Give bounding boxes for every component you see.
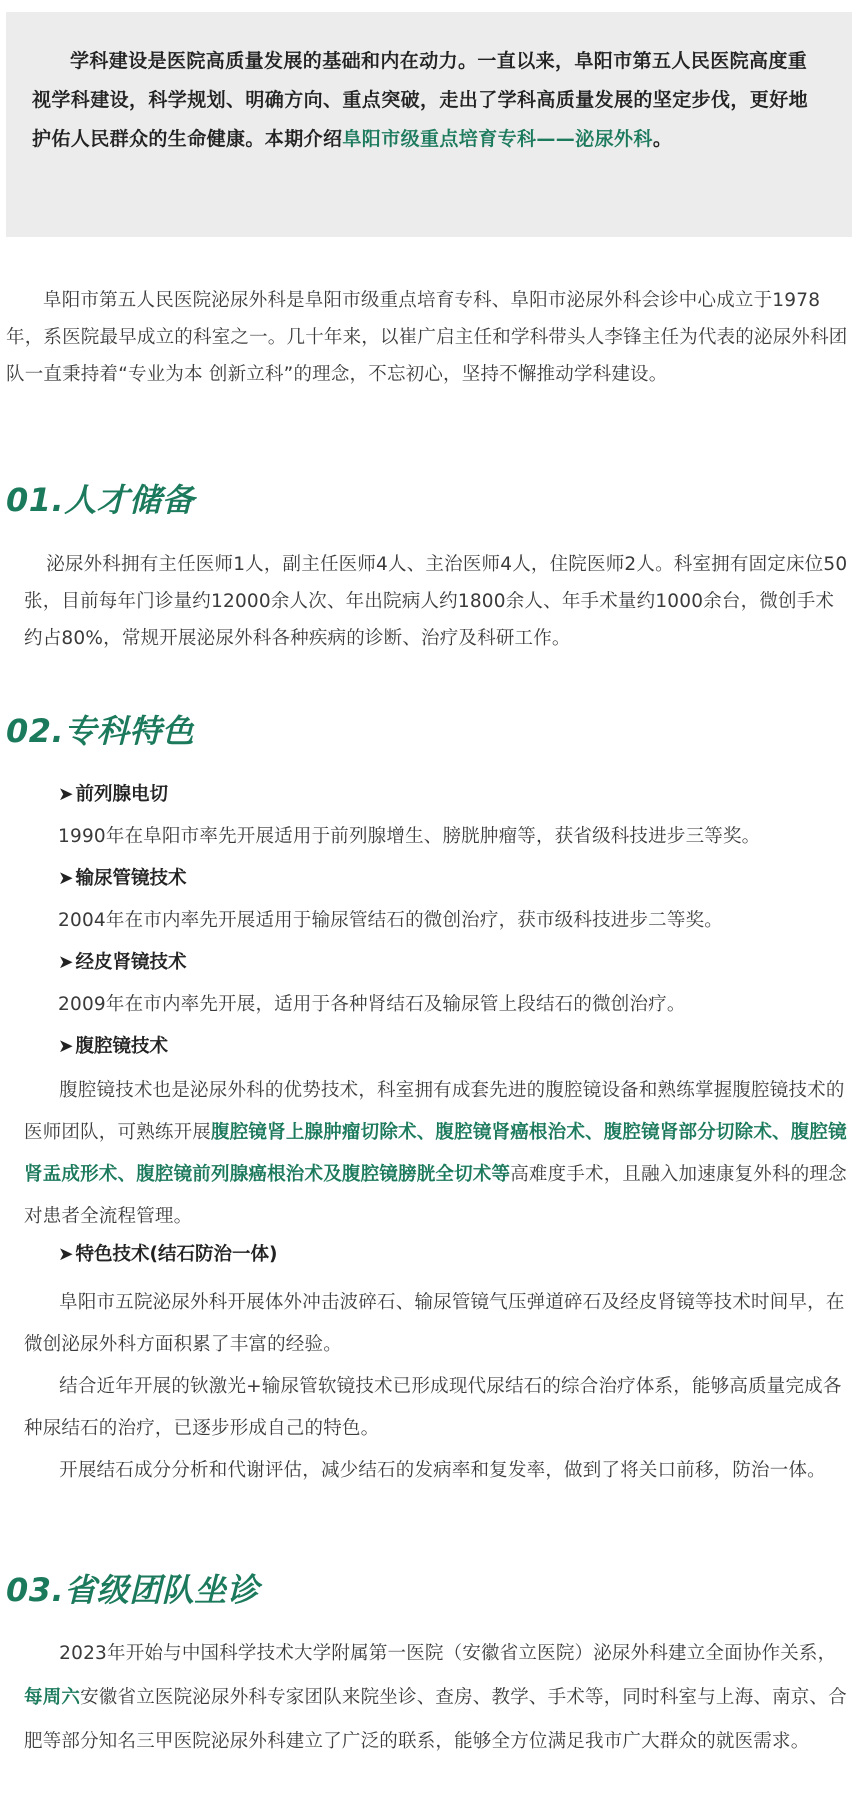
- intro-highlight: 阜阳市级重点培育专科——泌尿外科: [342, 128, 653, 150]
- feature-title-text: 前列腺电切: [75, 784, 169, 805]
- stone-paragraph-1: 阜阳市五院泌尿外科开展体外冲击波碎石、输尿管镜气压弹道碎石及经皮肾镜等技术时间早，在微创泌尿外科方面积累了丰富的经验。: [24, 1292, 845, 1355]
- feature-title-text: 输尿管镜技术: [75, 868, 187, 889]
- feature-title-nephroscope: [58, 944, 187, 981]
- arrow-icon: ➤: [58, 784, 74, 805]
- intro-text: [32, 42, 824, 159]
- laparoscope-desc-end: 高难度手术，且融入加速康复外科的理念对患者全流程管理。: [24, 1164, 847, 1227]
- feature-desc-nephroscope: 2009年在市内率先开展，适用于各种肾结石及输尿管上段结石的微创治疗。: [58, 994, 686, 1015]
- heading-team: 03.省级团队坐诊: [6, 1571, 260, 1609]
- feature-title-ureteroscope: [58, 860, 187, 897]
- feature-desc-laparoscope: [24, 1070, 852, 1238]
- team-text-end: 安徽省立医院泌尿外科专家团队来院坐诊、查房、教学、手术等，同时科室与上海、南京、合肥等部分知名三甲医院泌尿外科建立了广泛的联系，能够全方位满足我市广大群众的就医需求。: [24, 1687, 847, 1752]
- arrow-icon: ➤: [58, 1036, 74, 1057]
- stone-paragraph-2: 结合近年开展的钬激光+输尿管软镜技术已形成现代尿结石的综合治疗体系，能够高质量完成各种尿结石的治疗，已逐步形成自己的特色。: [24, 1376, 842, 1439]
- intro-text-main: 学科建设是医院高质量发展的基础和内在动力。一直以来，阜阳市第五人民医院高度重视学科建设，科学规划、明确方向、重点突破，走出了学科高质量发展的坚定步伐，更好地护佑人民群众的生命健康。本期介绍: [32, 50, 809, 150]
- team-highlight: 每周六: [24, 1687, 81, 1708]
- team-paragraph: [24, 1632, 852, 1764]
- team-text-start: 2023年开始与中国科学技术大学附属第一医院（安徽省立医院）泌尿外科建立全面协作关系，: [59, 1643, 837, 1664]
- laparoscope-desc-highlight: 腹腔镜肾上腺肿瘤切除术、腹腔镜肾癌根治术、腹腔镜肾部分切除术、腹腔镜肾盂成形术、腹腔镜前列腺癌根治术及腹腔镜膀胱全切术等: [24, 1122, 847, 1185]
- heading-talent: 01.人才储备: [6, 481, 195, 519]
- feature-title-text: 特色技术(结石防治一体): [75, 1244, 278, 1265]
- intro-text-end: 。: [652, 128, 673, 150]
- stone-paragraph-3: 开展结石成分分析和代谢评估，减少结石的发病率和复发率，做到了将关口前移，防治一体。: [59, 1460, 826, 1481]
- laparoscope-desc-start: 腹腔镜技术也是泌尿外科的优势技术，科室拥有成套先进的腹腔镜设备和熟练掌握腹腔镜技术的医师团队，可熟练开展: [24, 1080, 845, 1143]
- feature-desc-prostate: 1990年在阜阳市率先开展适用于前列腺增生、膀胱肿瘤等，获省级科技进步三等奖。: [58, 826, 761, 847]
- talent-paragraph: 泌尿外科拥有主任医师1人，副主任医师4人、主治医师4人，住院医师2人。科室拥有固定床位50张，目前每年门诊量约12000余人次、年出院病人约1800余人、年手术量约1000余台，微创手术约占80%，常规开展泌尿外科各种疾病的诊断、治疗及科研工作。: [24, 554, 848, 649]
- feature-desc-ureteroscope: 2004年在市内率先开展适用于输尿管结石的微创治疗，获市级科技进步二等奖。: [58, 910, 723, 931]
- feature-title-laparoscope: [58, 1028, 168, 1065]
- feature-title-text: 经皮肾镜技术: [75, 952, 187, 973]
- feature-title-prostate: [58, 776, 168, 813]
- heading-features: 02.专科特色: [6, 712, 195, 750]
- arrow-icon: ➤: [58, 868, 74, 889]
- feature-title-stone: [58, 1236, 277, 1273]
- arrow-icon: ➤: [58, 952, 74, 973]
- intro-box: [6, 12, 852, 237]
- lead-paragraph: 阜阳市第五人民医院泌尿外科是阜阳市级重点培育专科、阜阳市泌尿外科会诊中心成立于1978年，系医院最早成立的科室之一。几十年来，以崔广启主任和学科带头人李锋主任为代表的泌尿外科团队一直秉持着“专业为本 创新立科”的理念，不忘初心，坚持不懈推动学科建设。: [6, 290, 848, 385]
- feature-title-text: 腹腔镜技术: [75, 1036, 169, 1057]
- arrow-icon: ➤: [58, 1244, 74, 1265]
